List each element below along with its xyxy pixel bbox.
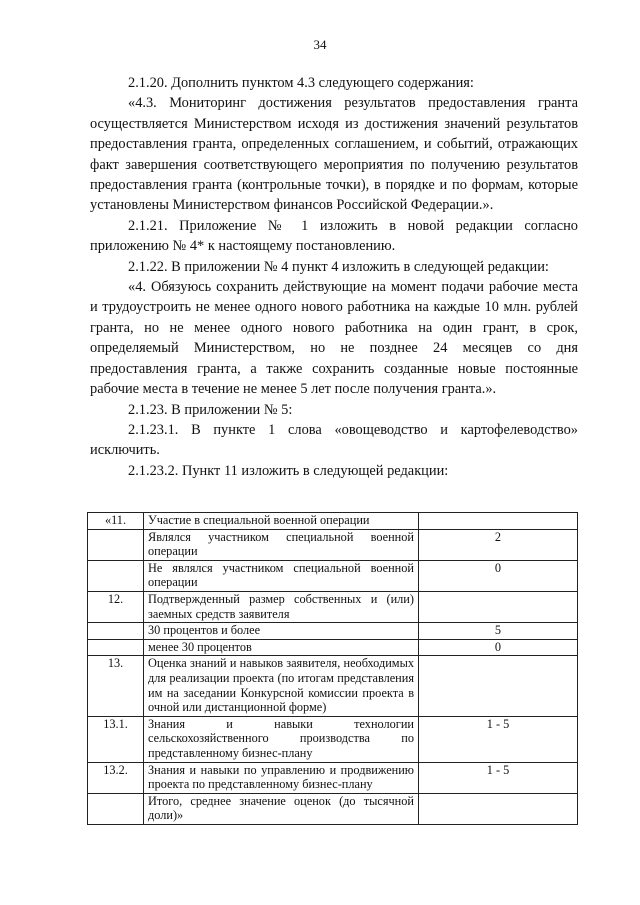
row-number [88,793,144,824]
paragraph-2-1-22: 2.1.22. В приложении № 4 пункт 4 изложить в следующей редакции: [128,258,549,275]
table-row [88,793,578,824]
row-text: Подтвержденный размер собственных и (или) заемных средств заявителя [144,591,419,622]
page-number: 34 [313,37,327,52]
table-row [88,513,578,530]
row-number [88,529,144,560]
row-score: 1 - 5 [419,762,578,793]
row-score: 0 [419,639,578,656]
row-number: 13.1. [88,716,144,762]
row-text: Являлся участником специальной военной операции [144,529,419,560]
row-number: 13. [88,656,144,716]
row-number: 13.2. [88,762,144,793]
paragraph-2-1-20: 2.1.20. Дополнить пунктом 4.3 следующего содержания: [128,75,474,91]
row-text: Итого, среднее значение оценок (до тысячной доли)» [144,793,419,824]
row-score: 5 [419,623,578,640]
row-score [419,513,578,530]
table-row [88,591,578,622]
row-text: Знания и навыки технологии сельскохозяйственного производства по представленному бизнес-плану [144,716,419,762]
row-score: 1 - 5 [419,716,578,762]
row-text: Участие в специальной военной операции [144,513,419,530]
criteria-table [87,512,578,825]
table-row [88,560,578,591]
paragraph-2-1-23-2: 2.1.23.2. Пункт 11 изложить в следующей редакции: [128,462,449,479]
row-score: 0 [419,560,578,591]
paragraph-2-1-23: 2.1.23. В приложении № 5: [128,401,293,418]
row-number: 12. [88,591,144,622]
row-text: менее 30 процентов [144,639,419,656]
paragraph-2-1-21: 2.1.21. Приложение № 1 изложить в новой редакции согласно приложению № 4* к настоящему постановлению. [90,217,578,255]
row-number [88,623,144,640]
row-text: Знания и навыки по управлению и продвижению проекта по представленному бизнес-плану [144,762,419,793]
document-body [90,73,578,481]
table-row [88,656,578,716]
paragraph-2-1-23-1: 2.1.23.1. В пункте 1 слова «овощеводство и картофелеводство» исключить. [90,421,578,459]
table-row [88,639,578,656]
row-score [419,793,578,824]
row-number [88,639,144,656]
row-text: 30 процентов и более [144,623,419,640]
row-score: 2 [419,529,578,560]
row-score [419,656,578,716]
row-score [419,591,578,622]
row-text: Оценка знаний и навыков заявителя, необходимых для реализации проекта (по итогам представления им на заседании Конкурсной комиссии проекта в очной или дистанционной форме) [144,656,419,716]
row-text: Не являлся участником специальной военной операции [144,560,419,591]
row-number: «11. [88,513,144,530]
paragraph-quote-4: «4. Обязуюсь сохранить действующие на момент подачи рабочие места и трудоустроить не менее одного нового работника на каждые 10 млн. рублей гранта, но не менее одного нового работника на один грант, в срок, определяемый Министерством, но не позднее 24 месяцев со дня предоставления гранта, а также сохранить созданные новые постоянные рабочие места в течение не менее 5 лет после получения гранта.». [90,279,578,398]
table-row [88,623,578,640]
table-row [88,529,578,560]
row-number [88,560,144,591]
table-row [88,716,578,762]
paragraph-quote-4-3: «4.3. Мониторинг достижения результатов предоставления гранта осуществляется Министерством исходя из достижения значений результатов предоставления гранта, определенных соглашением, и событий, отражающих факт завершения соответствующего мероприятия по получению результатов предоставления гранта (контрольные точки), в порядке и по формам, которые установлены Министерством финансов Российской Федерации.». [90,95,578,214]
table-row [88,762,578,793]
